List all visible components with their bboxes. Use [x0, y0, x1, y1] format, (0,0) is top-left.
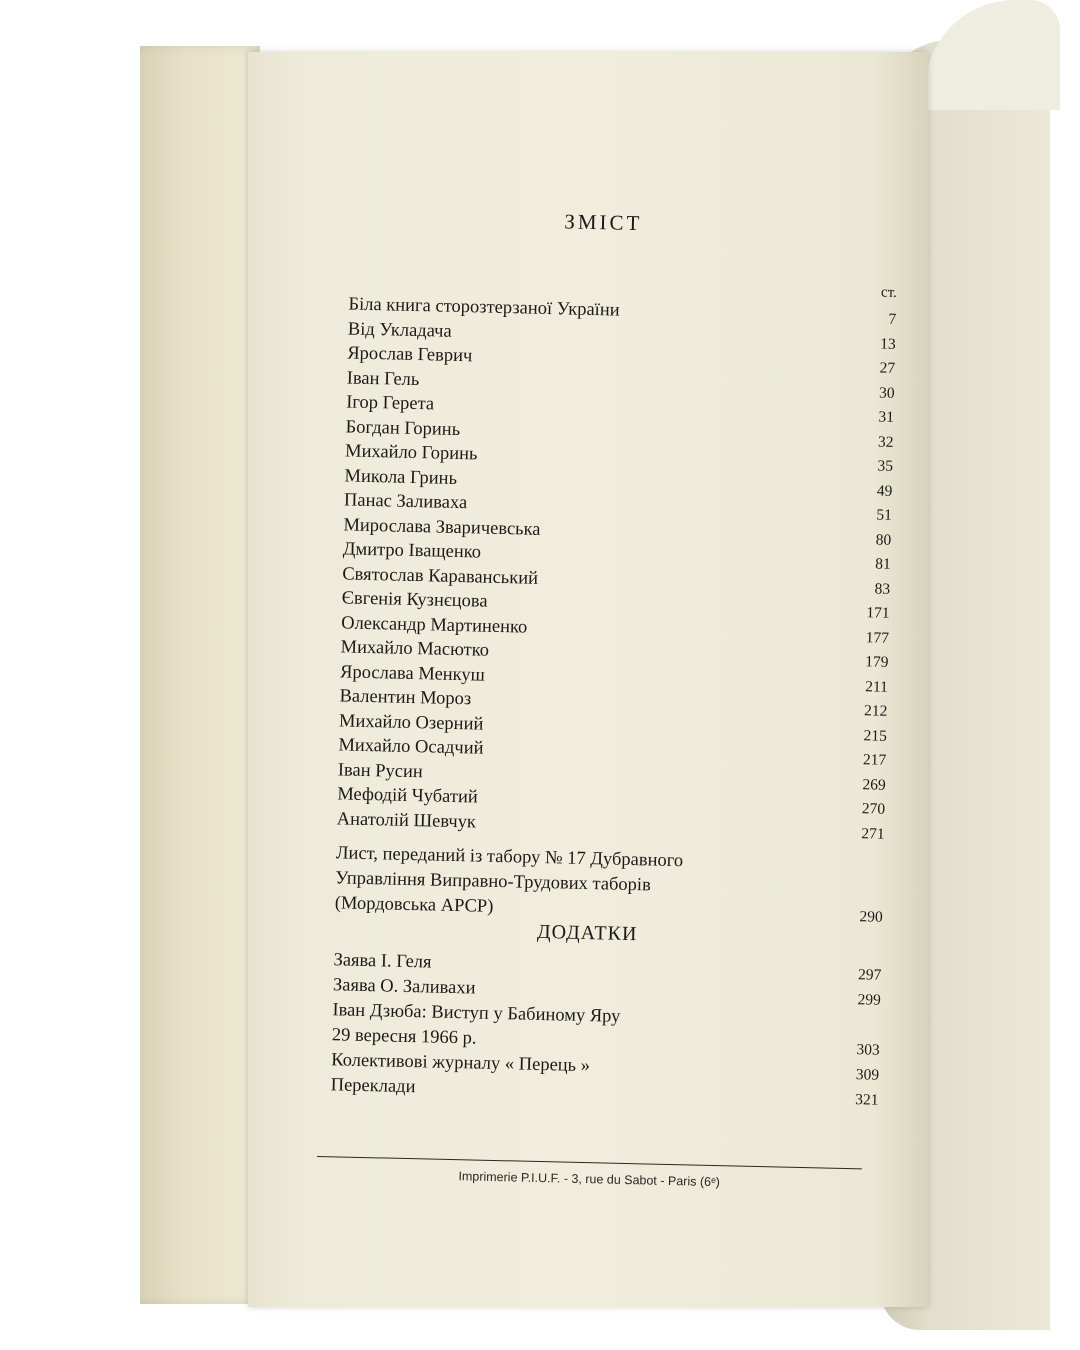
toc-entry-dziuba-line1: Іван Дзюба: Виступ у Бабиному Яру	[332, 1000, 621, 1027]
page-column-label: ст.	[880, 284, 898, 301]
toc-entry-appendix-2: Заява О. Заливахи	[332, 975, 476, 999]
toc-entry-title: Михайло Осадчий	[338, 735, 484, 759]
toc-entry-title: Анатолій Шевчук	[336, 808, 477, 832]
toc-entry-title: Від Укладача	[347, 318, 452, 342]
toc-entry-title: Микола Гринь	[344, 465, 458, 489]
toc-entry-title: Мефодій Чубатий	[337, 784, 479, 808]
toc-entry-title: Іван Гель	[346, 367, 420, 390]
toc-entry-page: 30	[878, 384, 895, 402]
toc-entry-page: 171	[866, 604, 890, 622]
toc-entry-title: Богдан Горинь	[345, 416, 461, 440]
toc-entry-page: 177	[865, 628, 890, 647]
printer-imprint: Imprimerie P.I.U.F. - 3, rue du Sabot - Paris (6ᵉ)	[458, 1169, 721, 1190]
toc-page-collective: 309	[855, 1066, 880, 1084]
toc-entry-title: Ігор Герета	[345, 392, 435, 415]
toc-entry-page: 270	[861, 800, 886, 818]
toc-entry-letter-line1: Лист, переданий із табору № 17 Дубравного	[335, 843, 684, 872]
toc-entry-page: 31	[878, 408, 895, 426]
toc-entry-page: 49	[876, 482, 893, 500]
toc-page-dziuba: 303	[856, 1041, 880, 1059]
toc-entry-page: 215	[863, 726, 887, 745]
toc-entry-letter-line3: (Мордовська АРСР)	[334, 893, 494, 917]
toc-entry-title: Мирослава Зваричевська	[343, 514, 541, 540]
toc-entry-appendix-1: Заява І. Геля	[333, 950, 432, 973]
toc-entry-page: 179	[865, 653, 889, 671]
toc-page-appendix-2: 299	[857, 991, 881, 1009]
toc-entry-page: 211	[865, 677, 889, 696]
toc-page-translations: 321	[855, 1091, 879, 1109]
toc-entry-collective: Колективові журналу « Перець »	[331, 1050, 591, 1077]
toc-heading: ЗМІСТ	[564, 209, 643, 236]
toc-entry-page: 35	[877, 457, 894, 475]
toc-entry-page: 271	[861, 824, 885, 843]
toc-entry-translations: Переклади	[330, 1075, 416, 1098]
toc-page-letter: 290	[859, 908, 883, 926]
toc-entry-letter-line2: Управління Виправно-Трудових таборів	[335, 868, 652, 896]
toc-entry-title: Михайло Озерний	[338, 710, 484, 735]
toc-entry-page: 269	[862, 775, 886, 794]
toc-entry-title: Михайло Масютко	[340, 637, 490, 661]
facing-page-curl	[925, 0, 1060, 110]
toc-entry-page: 27	[879, 359, 896, 377]
toc-entry-title: Святослав Караванський	[342, 563, 539, 589]
toc-entry-title: Панас Заливаха	[343, 490, 468, 514]
toc-entry-page: 83	[874, 579, 891, 598]
toc-entry-title: Ярослав Геврич	[347, 343, 473, 367]
toc-entry-title: Іван Русин	[337, 759, 424, 782]
toc-entry-title: Ярослава Менкуш	[339, 661, 486, 686]
contents-page	[248, 52, 928, 1307]
table-of-contents	[234, 44, 942, 1314]
toc-entry-page: 81	[875, 555, 891, 573]
toc-entry-title: Дмитро Іващенко	[342, 539, 482, 563]
toc-entry-title: Валентин Мороз	[339, 686, 472, 710]
toc-entry-title: Біла книга сторозтерзаної України	[348, 294, 620, 321]
toc-entry-page: 7	[888, 310, 897, 328]
toc-entry-page: 51	[876, 506, 892, 524]
toc-entry-title: Михайло Горинь	[344, 441, 478, 465]
toc-entry-page: 13	[880, 335, 896, 353]
toc-entry-title: Євгенія Кузнєцова	[341, 588, 488, 612]
toc-entry-page: 217	[862, 751, 887, 769]
toc-entry-page: 212	[863, 702, 888, 720]
appendix-heading: ДОДАТКИ	[536, 920, 638, 946]
toc-entry-dziuba-line2: 29 вересня 1966 р.	[331, 1025, 477, 1049]
toc-entry-title: Олександр Мартиненко	[340, 612, 528, 638]
toc-entry-page: 80	[875, 530, 892, 549]
toc-entry-page: 32	[877, 433, 894, 451]
toc-page-appendix-1: 297	[857, 966, 882, 984]
